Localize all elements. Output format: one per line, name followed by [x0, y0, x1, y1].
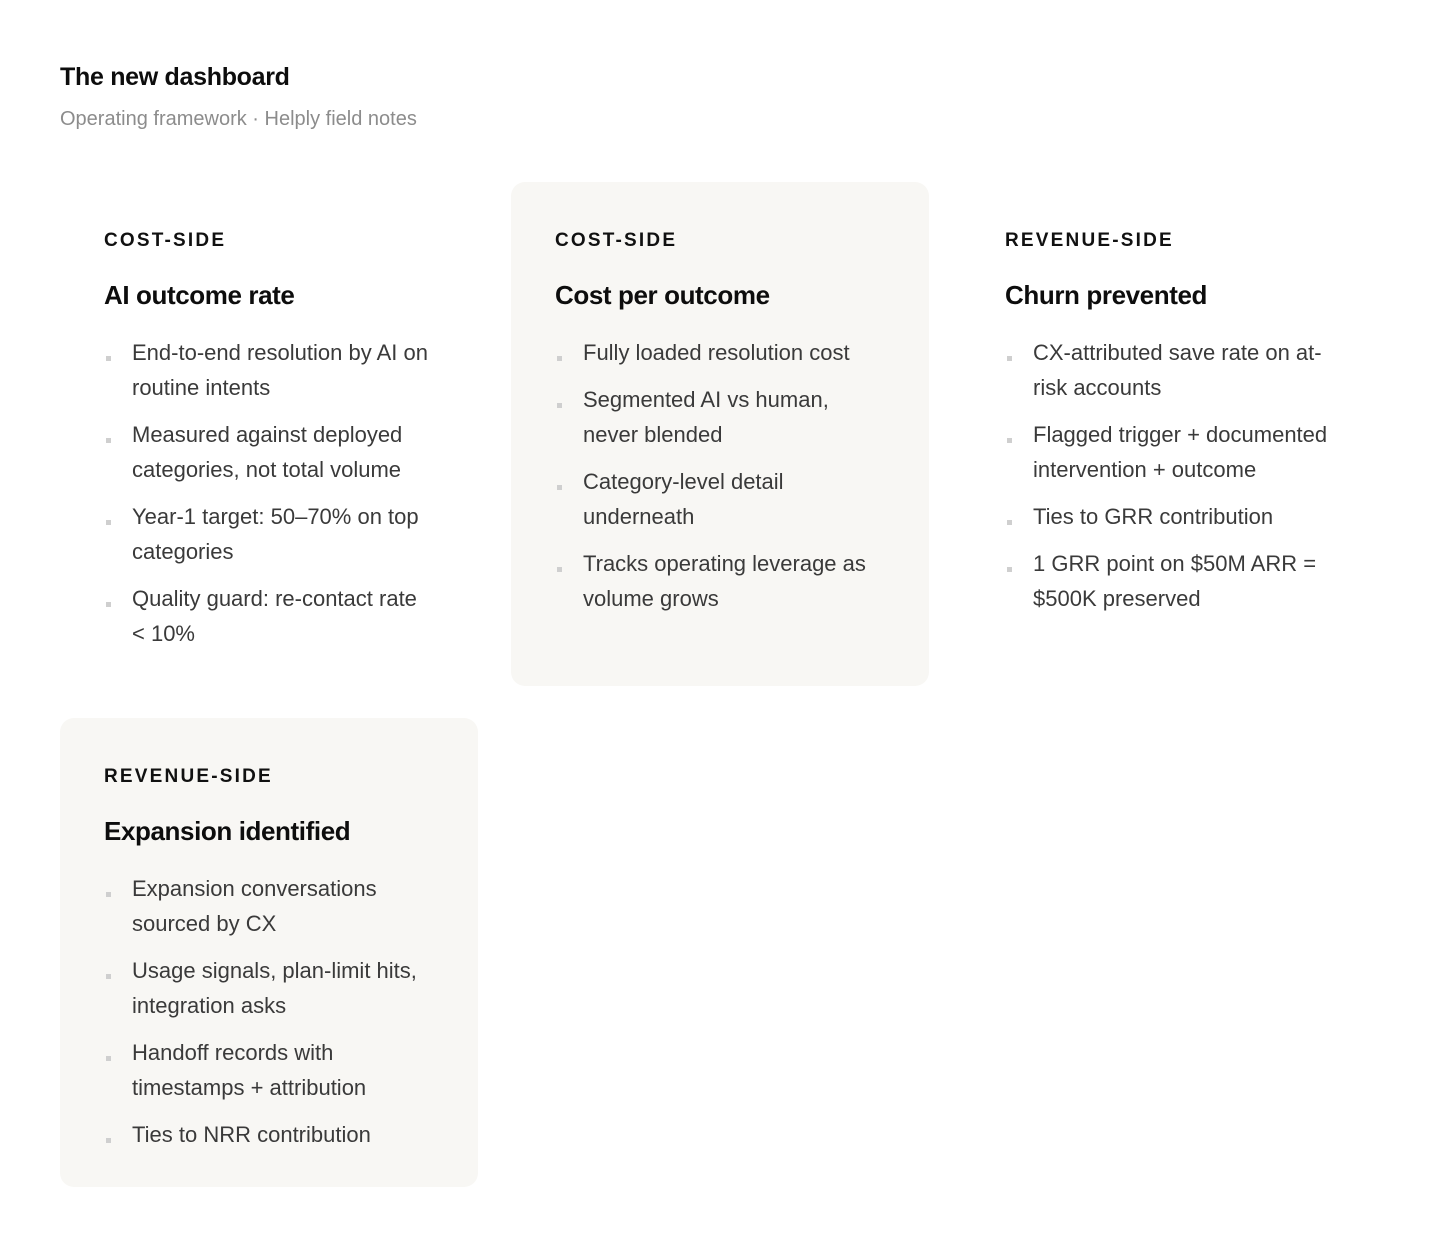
- list-item: [104, 871, 434, 941]
- bullet-icon: [557, 356, 562, 361]
- metric-card-expansion-identified: [60, 718, 478, 1187]
- list-item: [1005, 417, 1335, 487]
- bullet-icon: [106, 520, 111, 525]
- bullet-icon: [1007, 567, 1012, 572]
- page-header: [60, 58, 417, 138]
- list-item-text: Fully loaded resolution cost: [583, 340, 850, 365]
- bullet-list: [555, 335, 885, 616]
- list-item: [104, 335, 434, 405]
- bullet-icon: [106, 602, 111, 607]
- bullet-icon: [1007, 356, 1012, 361]
- bullet-list: [104, 871, 434, 1152]
- list-item: [555, 546, 885, 616]
- card-title: Churn prevented: [1005, 280, 1208, 310]
- card-title: Cost per outcome: [555, 280, 770, 310]
- bullet-icon: [557, 403, 562, 408]
- list-item: [555, 464, 885, 534]
- bullet-icon: [106, 438, 111, 443]
- card-title: Expansion identified: [104, 816, 351, 846]
- metric-card-ai-outcome-rate: [60, 182, 478, 686]
- bullet-icon: [557, 567, 562, 572]
- list-item-text: Quality guard: re-contact rate < 10%: [132, 586, 417, 646]
- page-title: The new dashboard: [60, 63, 290, 91]
- list-item: [104, 417, 434, 487]
- metric-card-churn-prevented: [961, 182, 1379, 686]
- list-item: [104, 581, 434, 651]
- list-item-text: Flagged trigger + documented intervention + outcome: [1033, 422, 1328, 482]
- list-item: [104, 953, 434, 1023]
- list-item: [1005, 546, 1335, 616]
- list-item: [555, 382, 885, 452]
- list-item: [104, 499, 434, 569]
- card-category-label: COST-SIDE: [104, 230, 227, 251]
- list-item-text: End-to-end resolution by AI on routine intents: [132, 340, 428, 400]
- list-item-text: Expansion conversations sourced by CX: [132, 876, 377, 936]
- bullet-icon: [106, 974, 111, 979]
- list-item-text: Usage signals, plan-limit hits, integration asks: [132, 958, 417, 1018]
- list-item-text: Year-1 target: 50–70% on top categories: [132, 504, 419, 564]
- list-item: [104, 1117, 434, 1152]
- bullet-icon: [106, 1138, 111, 1143]
- list-item-text: Ties to NRR contribution: [132, 1122, 371, 1147]
- bullet-icon: [1007, 520, 1012, 525]
- list-item-text: Tracks operating leverage as volume grows: [583, 551, 866, 611]
- list-item-text: CX-attributed save rate on at-risk accounts: [1033, 340, 1322, 400]
- list-item-text: Handoff records with timestamps + attribution: [132, 1040, 367, 1100]
- list-item: [555, 335, 885, 370]
- bullet-list: [1005, 335, 1335, 616]
- bullet-list: [104, 335, 434, 651]
- list-item-text: Measured against deployed categories, not total volume: [132, 422, 403, 482]
- page-subtitle: Operating framework · Helply field notes: [60, 108, 417, 130]
- bullet-icon: [1007, 438, 1012, 443]
- card-category-label: REVENUE-SIDE: [104, 766, 273, 787]
- list-item-text: Segmented AI vs human, never blended: [583, 387, 829, 447]
- list-item-text: Ties to GRR contribution: [1033, 504, 1274, 529]
- list-item: [1005, 335, 1335, 405]
- card-title: AI outcome rate: [104, 280, 295, 310]
- card-category-label: COST-SIDE: [555, 230, 678, 251]
- bullet-icon: [106, 1056, 111, 1061]
- bullet-icon: [106, 356, 111, 361]
- bullet-icon: [557, 485, 562, 490]
- list-item-text: Category-level detail underneath: [583, 469, 784, 529]
- list-item: [1005, 499, 1335, 534]
- list-item: [104, 1035, 434, 1105]
- metric-card-cost-per-outcome: [511, 182, 929, 686]
- bullet-icon: [106, 892, 111, 897]
- card-category-label: REVENUE-SIDE: [1005, 230, 1174, 251]
- list-item-text: 1 GRR point on $50M ARR = $500K preserved: [1033, 551, 1317, 611]
